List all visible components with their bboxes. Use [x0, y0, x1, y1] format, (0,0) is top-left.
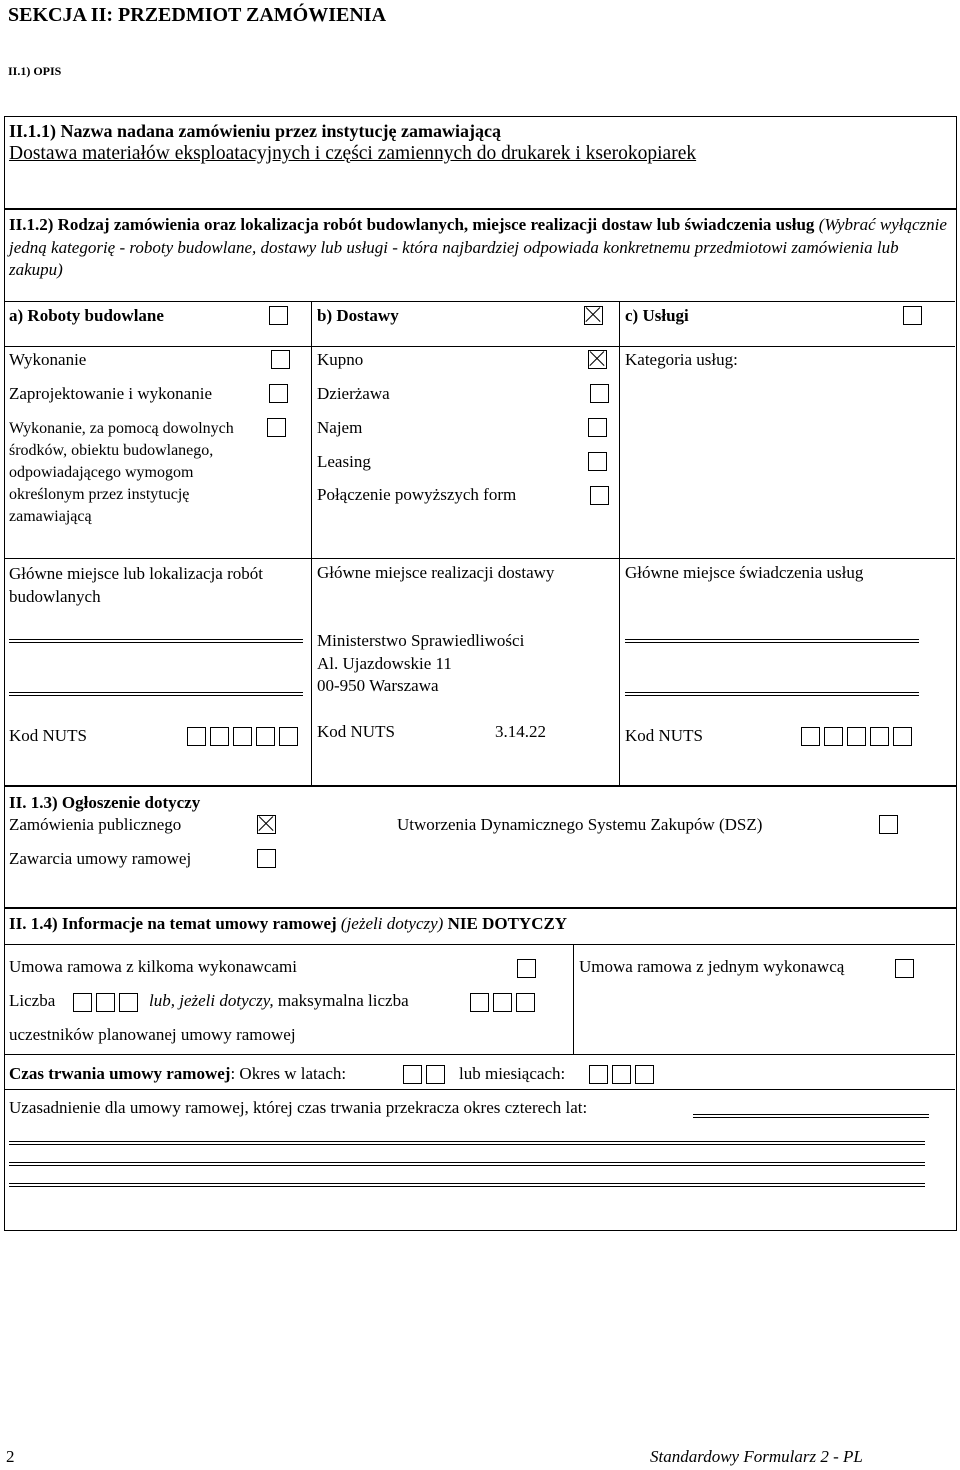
- services-place-line-1[interactable]: [625, 639, 919, 643]
- delivery-address-line-2: Al. Ujazdowskie 11: [317, 653, 452, 673]
- supplies-title: b) Dostawy: [317, 306, 399, 325]
- supplies-option-rent: Najem: [317, 418, 363, 437]
- months-box-3[interactable]: [635, 1065, 654, 1084]
- works-nuts-label: Kod NUTS: [9, 726, 87, 745]
- framework-label: Zawarcia umowy ramowej: [9, 849, 192, 868]
- works-place-line-2[interactable]: [9, 692, 303, 696]
- count-box-1[interactable]: [73, 993, 92, 1012]
- delivery-address-line-1: Ministerstwo Sprawiedliwości: [317, 631, 525, 650]
- max-count-box-3[interactable]: [516, 993, 535, 1012]
- works-option-any-means: Wykonanie, za pomocą dowolnych środków, obiektu budowlanego, odpowiadającego wymogom określonym przez instytucję zamawiającą: [9, 420, 234, 525]
- framework-checkbox[interactable]: [257, 849, 276, 868]
- ii-1-1-label: II.1.1) Nazwa nadana zamówieniu przez instytucję zamawiającą: [9, 121, 501, 141]
- justification-line-1[interactable]: [9, 1141, 925, 1145]
- services-nuts-box-1[interactable]: [801, 727, 820, 746]
- justification-label: Uzasadnienie dla umowy ramowej, której czas trwania przekracza okres czterech lat:: [9, 1098, 588, 1117]
- justification-line-2[interactable]: [9, 1162, 925, 1166]
- ii-1-3-label: II. 1.3) Ogłoszenie dotyczy: [9, 793, 201, 812]
- ii-1-2-label: [9, 214, 949, 282]
- duration-months-label: lub miesiącach:: [459, 1064, 566, 1083]
- works-place-label: Główne miejsce lub lokalizacja robót budowlanych: [9, 564, 263, 606]
- years-box-2[interactable]: [426, 1065, 445, 1084]
- ii-1-4-label: [9, 914, 567, 934]
- ii-1-4-title: II. 1.4) Informacje na temat umowy ramowej: [9, 914, 337, 933]
- section-title: SEKCJA II: PRZEDMIOT ZAMÓWIENIA: [8, 4, 387, 26]
- page-number: 2: [6, 1447, 15, 1466]
- max-count-box-2[interactable]: [493, 993, 512, 1012]
- count-tail-label: uczestników planowanej umowy ramowej: [9, 1025, 296, 1044]
- delivery-address-line-3: 00-950 Warszawa: [317, 676, 439, 695]
- services-checkbox[interactable]: [903, 306, 922, 325]
- ii-1-4-hint: (jeżeli dotyczy): [340, 914, 444, 933]
- services-nuts-box-5[interactable]: [893, 727, 912, 746]
- supplies-option-leasing: Leasing: [317, 452, 371, 471]
- services-place-line-2[interactable]: [625, 692, 919, 696]
- delivery-address: [317, 630, 524, 698]
- works-design-execution-checkbox[interactable]: [269, 384, 288, 403]
- works-nuts-box-4[interactable]: [256, 727, 275, 746]
- works-checkbox[interactable]: [269, 306, 288, 325]
- subsection-title: II.1) OPIS: [8, 64, 62, 78]
- ii-1-2-title: II.1.2) Rodzaj zamówienia oraz lokalizacja robót budowlanych, miejsce realizacji dostaw lub świadczenia usług: [9, 215, 815, 234]
- count-alt-label: [149, 991, 409, 1011]
- section-ii-1-1: [4, 116, 957, 209]
- section-ii-1-3: [4, 786, 957, 908]
- works-place-line-1[interactable]: [9, 639, 303, 643]
- count-box-2[interactable]: [96, 993, 115, 1012]
- max-count-box-1[interactable]: [470, 993, 489, 1012]
- duration-title: Czas trwania umowy ramowej: [9, 1064, 231, 1083]
- contract-name-value[interactable]: Dostawa materiałów eksploatacyjnych i części zamiennych do drukarek i kserokopiarek: [9, 143, 697, 164]
- months-box-1[interactable]: [589, 1065, 608, 1084]
- supplies-nuts-label: Kod NUTS: [317, 722, 395, 741]
- count-box-3[interactable]: [119, 993, 138, 1012]
- works-nuts-box-2[interactable]: [210, 727, 229, 746]
- supplies-nuts-value[interactable]: 3.14.22: [495, 722, 546, 741]
- supplies-option-combination: Połączenie powyższych form: [317, 485, 517, 504]
- supplies-leasing-checkbox[interactable]: [588, 452, 607, 471]
- years-box-1[interactable]: [403, 1065, 422, 1084]
- supplies-rent-checkbox[interactable]: [588, 418, 607, 437]
- section-ii-1-2: [4, 209, 957, 786]
- works-any-means-checkbox[interactable]: [267, 418, 286, 437]
- services-nuts-label: Kod NUTS: [625, 726, 703, 745]
- form-name: Standardowy Formularz 2 - PL: [650, 1447, 863, 1466]
- supplies-lease-checkbox[interactable]: [590, 384, 609, 403]
- supplies-checkbox[interactable]: [584, 306, 603, 325]
- single-operator-checkbox[interactable]: [895, 959, 914, 978]
- ii-1-4-status: NIE DOTYCZY: [447, 914, 568, 933]
- supplies-option-lease: Dzierżawa: [317, 384, 390, 403]
- supplies-option-purchase: Kupno: [317, 350, 364, 369]
- dps-checkbox[interactable]: [879, 815, 898, 834]
- dps-label: Utworzenia Dynamicznego Systemu Zakupów (DSZ): [397, 815, 763, 834]
- count-alt-italic: lub, jeżeli dotyczy,: [149, 991, 274, 1010]
- public-contract-label: Zamówienia publicznego: [9, 815, 182, 834]
- works-option-design-execution: Zaprojektowanie i wykonanie: [9, 384, 212, 403]
- duration-years-label: : Okres w latach:: [230, 1064, 347, 1083]
- ii-1-2-hint: (Wybrać wyłącznie jedną kategorię - roboty budowlane, dostawy lub usługi - która najbardziej odpowiada konkretnemu przedmiotowi zamówienia lub zakupu): [9, 215, 947, 279]
- multi-operators-checkbox[interactable]: [517, 959, 536, 978]
- count-label: Liczba: [9, 991, 56, 1010]
- supplies-combination-checkbox[interactable]: [590, 486, 609, 505]
- duration-label: [9, 1064, 346, 1084]
- single-operator-label: Umowa ramowa z jednym wykonawcą: [579, 957, 845, 976]
- supplies-place-label: Główne miejsce realizacji dostawy: [317, 563, 555, 582]
- works-execution-checkbox[interactable]: [271, 350, 290, 369]
- services-category-label: Kategoria usług:: [625, 350, 738, 369]
- public-contract-checkbox[interactable]: [257, 815, 276, 834]
- services-title: c) Usługi: [625, 306, 689, 325]
- works-nuts-box-1[interactable]: [187, 727, 206, 746]
- works-option-execution: Wykonanie: [9, 350, 87, 369]
- justification-line-0[interactable]: [693, 1114, 929, 1118]
- works-nuts-box-3[interactable]: [233, 727, 252, 746]
- section-ii-1-4: [4, 908, 957, 1231]
- multi-operators-label: Umowa ramowa z kilkoma wykonawcami: [9, 957, 297, 976]
- services-nuts-box-4[interactable]: [870, 727, 889, 746]
- services-place-label: Główne miejsce świadczenia usług: [625, 563, 864, 582]
- works-nuts-box-5[interactable]: [279, 727, 298, 746]
- supplies-purchase-checkbox[interactable]: [588, 350, 607, 369]
- justification-line-3[interactable]: [9, 1183, 925, 1187]
- count-max-label: maksymalna liczba: [277, 991, 409, 1010]
- services-nuts-box-2[interactable]: [824, 727, 843, 746]
- months-box-2[interactable]: [612, 1065, 631, 1084]
- works-title: a) Roboty budowlane: [9, 306, 164, 325]
- services-nuts-box-3[interactable]: [847, 727, 866, 746]
